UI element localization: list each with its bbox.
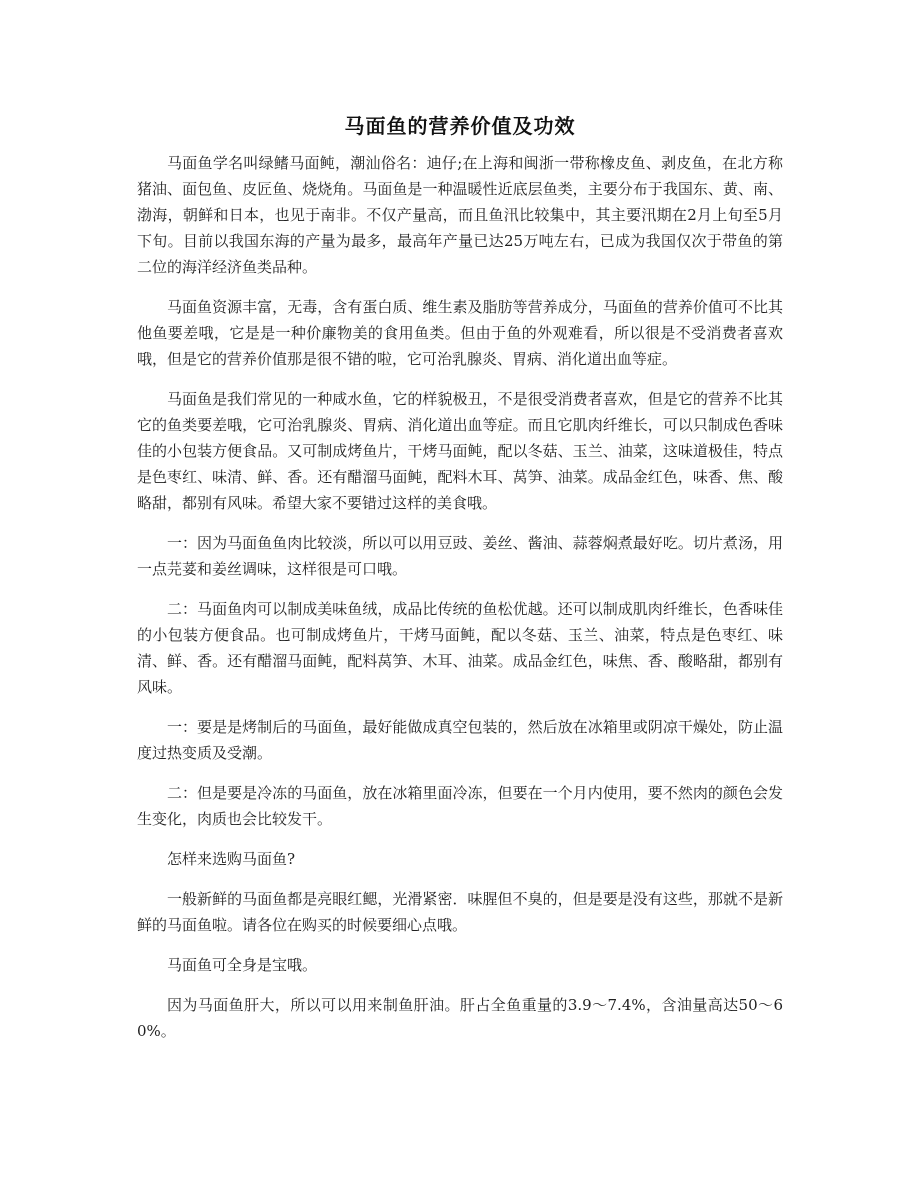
paragraph-question: 怎样来选购马面鱼?	[167, 850, 296, 868]
paragraph-nutrition: 马面鱼资源丰富，无毒，含有蛋白质、维生素及脂肪等营养成分，马面鱼的营养价值可不比其他鱼要差哦，它是是一种价廉物美的食用鱼类。但由于鱼的外观难看，所以很是不受消费者喜欢哦，但是它的营养价值那是很不错的啦，它可治乳腺炎、胃病、消化道出血等症。	[137, 298, 783, 368]
paragraph-treasure: 马面鱼可全身是宝哦。	[167, 956, 318, 974]
paragraph-storage-2: 二：但是要是冷冻的马面鱼，放在冰箱里面冷冻，但要在一个月内使用，要不然肉的颜色会发生变化，肉质也会比较发干。	[137, 784, 783, 828]
paragraph-intro: 马面鱼学名叫绿鳍马面鲀，潮汕俗名：迪仔;在上海和闽浙一带称橡皮鱼、剥皮鱼，在北方称猪油、面包鱼、皮匠鱼、烧烧角。马面鱼是一种温暖性近底层鱼类，主要分布于我国东、黄、南、渤海，朝鲜和日本，也见于南非。不仅产量高，而且鱼汛比较集中，其主要汛期在2月上旬至5月下旬。目前以我国东海的产量为最多，最高年产量已达25万吨左右，已成为我国仅次于带鱼的第二位的海洋经济鱼类品种。	[137, 154, 783, 276]
article-body	[137, 150, 783, 1058]
paragraph-storage-1: 一：要是是烤制后的马面鱼，最好能做成真空包装的，然后放在冰箱里或阴凉干燥处，防止温度过热变质及受潮。	[137, 718, 783, 762]
paragraph-tip-1: 一：因为马面鱼鱼肉比较淡，所以可以用豆豉、姜丝、酱油、蒜蓉焖煮最好吃。切片煮汤，用一点芫荽和姜丝调味，这样很是可口哦。	[137, 534, 783, 578]
paragraph-tip-2: 二：马面鱼肉可以制成美味鱼绒，成品比传统的鱼松优越。还可以制成肌肉纤维长，色香味佳的小包装方便食品。也可制成烤鱼片，干烤马面鲀，配以冬菇、玉兰、油菜，特点是色枣红、味清、鲜、香。还有醋溜马面鲀，配料莴笋、木耳、油菜。成品金红色，味焦、香、酸略甜，都别有风味。	[137, 600, 783, 696]
page-title: 马面鱼的营养价值及功效	[344, 114, 576, 138]
paragraph-liver-oil: 因为马面鱼肝大，所以可以用来制鱼肝油。肝占全鱼重量的3.9～7.4%，含油量高达50～60%。	[137, 996, 783, 1040]
paragraph-cooking: 马面鱼是我们常见的一种咸水鱼，它的样貌极丑，不是很受消费者喜欢，但是它的营养不比其它的鱼类要差哦，它可治乳腺炎、胃病、消化道出血等症。而且它肌肉纤维长，可以只制成色香味佳的小包装方便食品。又可制成烤鱼片，干烤马面鲀，配以冬菇、玉兰、油菜，这味道极佳，特点是色枣红、味清、鲜、香。还有醋溜马面鲀，配料木耳、莴笋、油菜。成品金红色，味香、焦、酸略甜，都别有风味。希望大家不要错过这样的美食哦。	[137, 390, 783, 512]
paragraph-selection: 一般新鲜的马面鱼都是亮眼红鳃，光滑紧密．味腥但不臭的，但是要是没有这些，那就不是新鲜的马面鱼啦。请各位在购买的时候要细心点哦。	[137, 890, 783, 934]
